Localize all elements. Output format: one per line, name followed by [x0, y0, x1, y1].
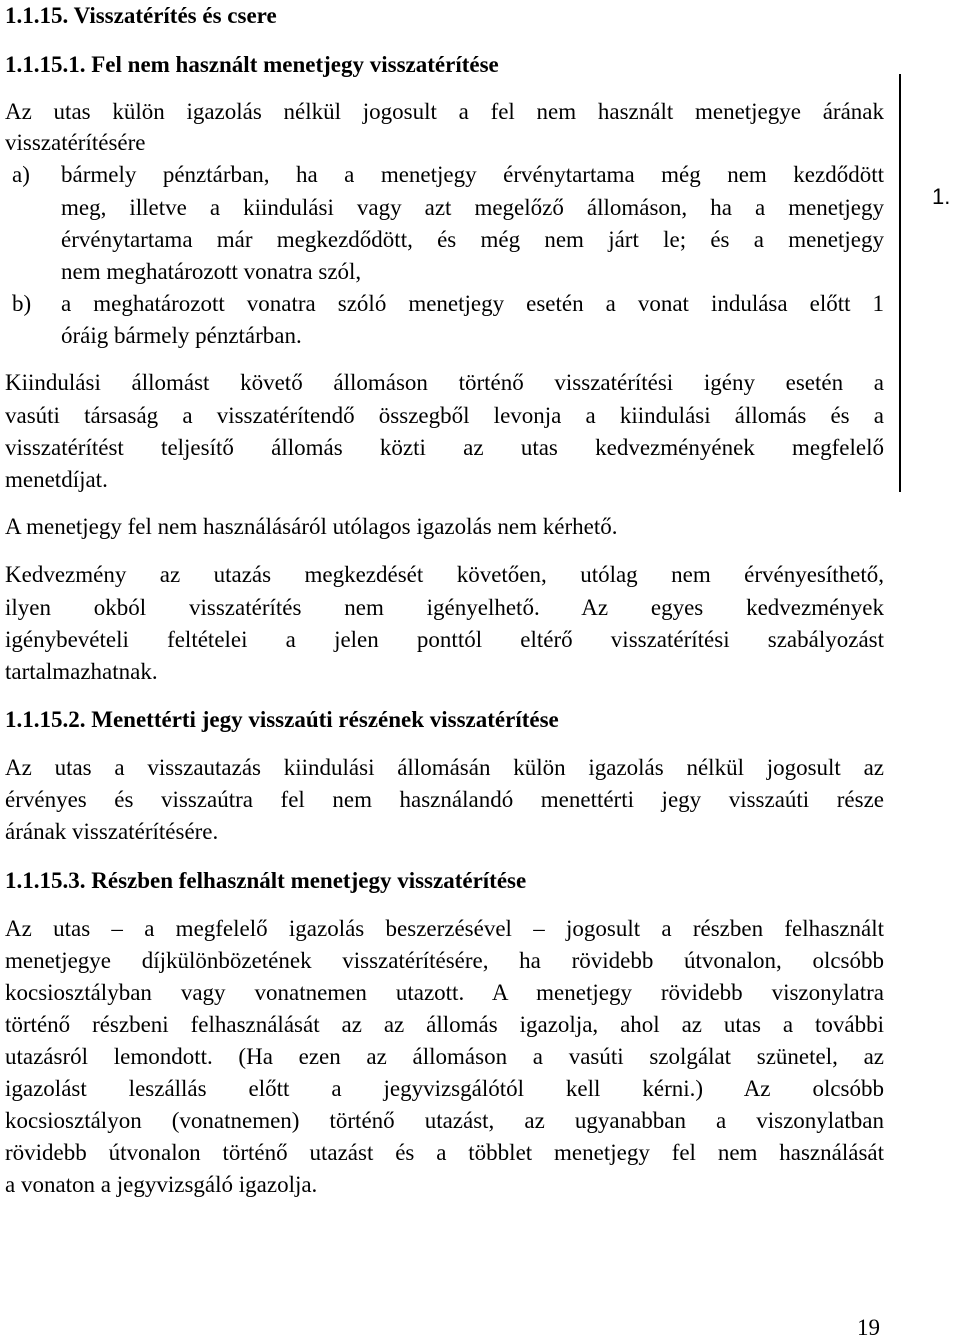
list-item-a-line: bármely pénztárban, ha a menetjegy érvénytartama még nem kezdődött [61, 162, 884, 187]
subsection-1-title: 1.1.15.1. Fel nem használt menetjegy visszatérítése [5, 52, 499, 77]
paragraph-line: igazolást leszállás előtt a jegyvizsgálótól kell kérni.) Az olcsóbb [5, 1076, 884, 1101]
paragraph-line: tartalmazhatnak. [5, 659, 158, 684]
paragraph-line: Az utas – a megfelelő igazolás beszerzésével – jogosult a részben felhasznált [5, 916, 884, 941]
list-marker-b: b) [12, 291, 32, 316]
paragraph-line: menetdíjat. [5, 467, 108, 492]
paragraph-line: vasúti társaság a visszatérítendő összegből levonja a kiindulási állomás és a [5, 403, 884, 428]
list-marker-a: a) [12, 162, 30, 187]
paragraph-line: Az utas a visszautazás kiindulási állomásán külön igazolás nélkül jogosult az [5, 755, 884, 780]
section-heading-1-1-15: 1.1.15. Visszatérítés és csere [5, 3, 277, 28]
page-number: 19 [857, 1315, 880, 1340]
paragraph-line: igénybevételi feltételei a jelen ponttól eltérő visszatérítési szabályozást [5, 627, 884, 652]
paragraph-line: árának visszatérítésére. [5, 819, 219, 844]
subsection-2-title: 1.1.15.2. Menettérti jegy visszaúti részének visszatérítése [5, 707, 559, 732]
paragraph-line: menetjegye díjkülönbözetének visszatérítésére, ha rövidebb útvonalon, olcsóbb [5, 948, 884, 973]
list-item-a-line: érvénytartama már megkezdődött, és még nem járt le; és a menetjegy [61, 227, 884, 252]
paragraph-line: visszatérítést teljesítő állomás közti az utas kedvezményének megfelelő [5, 435, 884, 460]
list-item-b-line: óráig bármely pénztárban. [61, 323, 302, 348]
list-item-b-line: a meghatározott vonatra szóló menetjegy esetén a vonat indulása előtt 1 [61, 291, 884, 316]
list-item-a-line: meg, illetve a kiindulási vagy azt megelőző állomáson, ha a menetjegy [61, 195, 884, 220]
list-item-a-line: nem meghatározott vonatra szól, [61, 259, 362, 284]
paragraph-line: A menetjegy fel nem használásáról utólagos igazolás nem kérhető. [5, 514, 618, 539]
paragraph-line: Kedvezmény az utazás megkezdését követően, utólag nem érvényesíthető, [5, 562, 884, 587]
paragraph-line: visszatérítésére [5, 130, 146, 155]
paragraph-line: rövidebb útvonalon történő utazást és a többlet menetjegy fel nem használását [5, 1140, 884, 1165]
paragraph-line: történő részbeni felhasználását az az állomás igazolja, ahol az utas a további [5, 1012, 884, 1037]
subsection-3-title: 1.1.15.3. Részben felhasznált menetjegy visszatérítése [5, 868, 527, 893]
paragraph-line: kocsiosztályban vagy vonatnemen utazott. A menetjegy rövidebb viszonylatra [5, 980, 884, 1005]
margin-mark: 1. [932, 184, 951, 209]
paragraph-line: ilyen okból visszatérítés nem igényelhető. Az egyes kedvezmények [5, 595, 884, 620]
paragraph-line: Az utas külön igazolás nélkül jogosult a fel nem használt menetjegye árának [5, 99, 884, 124]
paragraph-line: utazásról lemondott. (Ha ezen az állomáson a vasúti szolgálat szünetel, az [5, 1044, 884, 1069]
paragraph-line: kocsiosztályon (vonatnemen) történő utazást, az ugyanabban a viszonylatban [5, 1108, 884, 1133]
paragraph-line: Kiindulási állomást követő állomáson történő visszatérítési igény esetén a [5, 370, 884, 395]
paragraph-line: érvényes és visszaútra fel nem használandó menettérti jegy visszaúti része [5, 787, 884, 812]
paragraph-line: a vonaton a jegyvizsgáló igazolja. [5, 1172, 318, 1197]
change-bar [899, 74, 901, 492]
